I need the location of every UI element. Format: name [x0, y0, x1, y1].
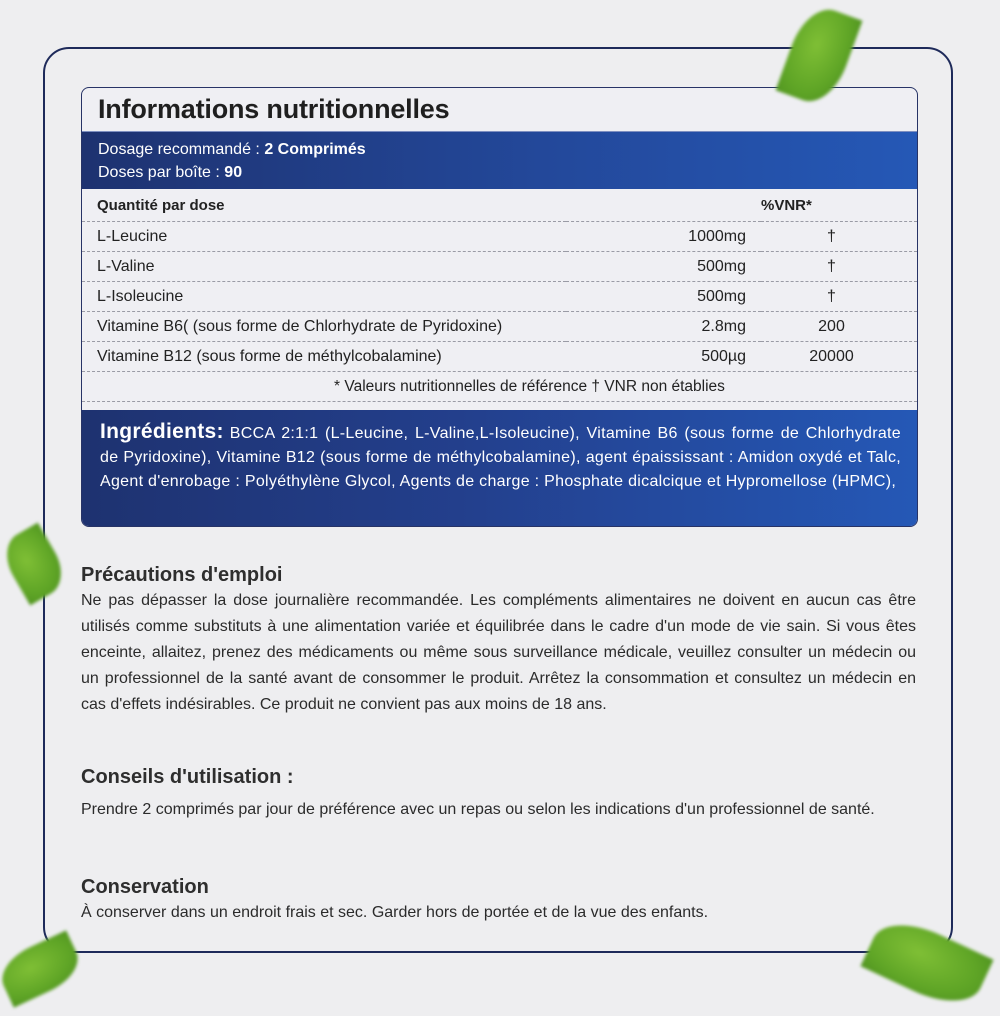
- row-vnr: †: [761, 222, 917, 252]
- row-vnr: †: [761, 282, 917, 312]
- row-vnr: †: [761, 252, 917, 282]
- storage-section: [81, 874, 916, 926]
- table-footnote: * Valeurs nutritionnelles de référence † VNR non établies: [82, 372, 917, 402]
- ingredients-label: Ingrédients:: [100, 420, 224, 443]
- doses-label: Doses par boîte :: [98, 164, 225, 181]
- precautions-text: Ne pas dépasser la dose journalière recommandée. Les compléments alimentaires ne doivent en aucun cas être utilisés comme substituts à une alimentation variée et équilibrée dans le cadre d'un mode de vie sain. Si vous êtes enceinte, allaitez, prenez des médicaments ou même sous surveillance médicale, veuillez consulter un médecin ou un professionnel de la santé avant de consommer le produit. Arrêtez la consommation et consultez un médecin en cas d'effets indésirables. Ce produit ne convient pas aux moins de 18 ans.: [81, 592, 916, 713]
- footnote-row: [82, 372, 917, 402]
- dosage-line: [98, 138, 901, 161]
- header-amount: [566, 189, 761, 222]
- precautions-section: [81, 562, 916, 718]
- doses-line: [98, 161, 901, 184]
- doses-value: 90: [224, 164, 243, 181]
- row-amount: 1000mg: [566, 222, 761, 252]
- table-header-row: [82, 189, 917, 222]
- storage-title: Conservation: [81, 876, 209, 898]
- table-row: [82, 252, 917, 282]
- table-row: [82, 222, 917, 252]
- table-row: [82, 282, 917, 312]
- table-row: [82, 342, 917, 372]
- precautions-title: Précautions d'emploi: [81, 564, 283, 586]
- row-name: Vitamine B6( (sous forme de Chlorhydrate de Pyridoxine): [82, 312, 566, 342]
- row-name: L-Valine: [82, 252, 566, 282]
- nutrition-card: [81, 87, 918, 527]
- usage-title: Conseils d'utilisation :: [81, 766, 294, 788]
- row-name: L-Isoleucine: [82, 282, 566, 312]
- row-name: Vitamine B12 (sous forme de méthylcobalamine): [82, 342, 566, 372]
- row-amount: 500mg: [566, 282, 761, 312]
- header-vnr: %VNR*: [761, 189, 917, 222]
- card-title: Informations nutritionnelles: [98, 94, 450, 124]
- row-amount: 500µg: [566, 342, 761, 372]
- header-quantity: Quantité par dose: [82, 189, 566, 222]
- row-name: L-Leucine: [82, 222, 566, 252]
- usage-text: Prendre 2 comprimés par jour de préférence avec un repas ou selon les indications d'un professionnel de santé.: [81, 801, 875, 818]
- storage-text: À conserver dans un endroit frais et sec. Garder hors de portée et de la vue des enfants.: [81, 904, 709, 921]
- dosage-value: 2 Comprimés: [264, 141, 366, 158]
- row-amount: 500mg: [566, 252, 761, 282]
- dosage-banner: [82, 131, 917, 189]
- row-vnr: 200: [761, 312, 917, 342]
- usage-section: [81, 764, 916, 823]
- row-amount: 2.8mg: [566, 312, 761, 342]
- row-vnr: 20000: [761, 342, 917, 372]
- nutrition-table: [82, 189, 917, 402]
- table-row: [82, 312, 917, 342]
- dosage-label: Dosage recommandé :: [98, 141, 265, 158]
- ingredients-text: BCCA 2:1:1 (L-Leucine, L-Valine,L-Isoleucine), Vitamine B6 (sous forme de Chlorhydrate de Pyridoxine), Vitamine B12 (sous forme de méthylcobalamine), agent épaississant : Amidon oxydé et Talc, Agent d'enrobage : Polyéthylène Glycol, Agents de charge : Phosphate dicalcique et Hypromellose (HPMC),: [100, 425, 901, 490]
- ingredients-panel: [82, 410, 917, 526]
